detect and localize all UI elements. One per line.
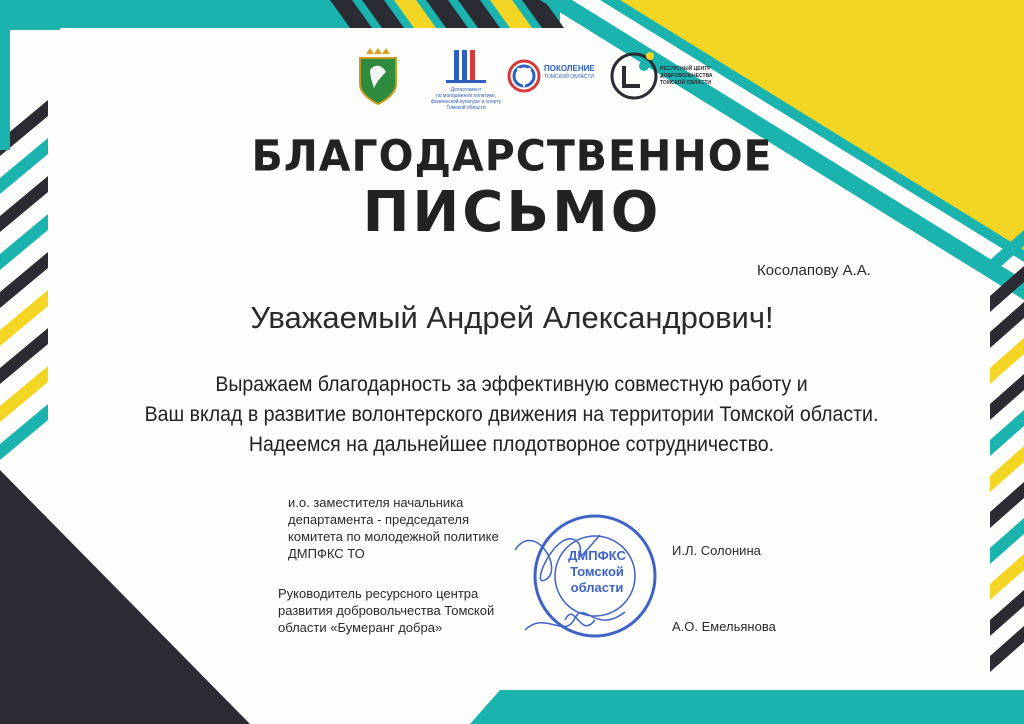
resource-center-caption-line: ТОМСКОЙ ОБЛАСТИ xyxy=(660,80,712,86)
tomsk-coat-of-arms-icon xyxy=(356,48,400,111)
signatory-position-line: развития добровольчества Томской xyxy=(278,603,495,618)
svg-text:физической культуре и спорту: физической культуре и спорту xyxy=(430,99,502,105)
greeting: Уважаемый Андрей Александрович! xyxy=(250,300,774,335)
addressee: Косолапову А.А. xyxy=(757,262,871,279)
logos-row xyxy=(348,46,728,114)
dark-corner xyxy=(0,470,250,724)
top-left-teal-corner xyxy=(0,0,60,30)
stamp-center-text xyxy=(567,548,627,596)
signatory2-position xyxy=(278,585,494,636)
signatory-position-line: комитета по молодежной политике xyxy=(288,529,499,544)
signatory1-name: И.Л. Солонина xyxy=(672,543,761,558)
stamp-center-line: Томской xyxy=(570,564,624,579)
department-logo-icon xyxy=(430,46,502,115)
signatory-position-line: области «Бумеранг добра» xyxy=(278,620,443,635)
resource-center-caption xyxy=(660,66,713,87)
document-title-line1: БЛАГОДАРСТВЕННОЕ xyxy=(251,130,773,182)
svg-text:Департамент: Департамент xyxy=(450,87,482,93)
pokolenie-logo-icon xyxy=(506,54,606,105)
bottom-teal-band xyxy=(470,690,1024,724)
signature-scribble-icon xyxy=(525,612,625,630)
letter-body-line: Выражаем благодарность за эффективную совместную работу и xyxy=(215,373,808,396)
letter-body xyxy=(0,370,1023,460)
signatory2-name: А.О. Емельянова xyxy=(672,619,776,634)
signatory-position-line: департамента - председателя xyxy=(288,512,470,527)
signatory-position-line: ДМПФКС ТО xyxy=(288,546,365,561)
resource-center-caption-line: РЕСУРСНЫЙ ЦЕНТР xyxy=(660,66,711,72)
official-stamp xyxy=(505,500,665,655)
resource-center-logo-icon xyxy=(610,50,713,107)
document-title-line2: ПИСЬМО xyxy=(362,180,662,245)
letter-body-line: Надеемся на дальнейшее плодотворное сотрудничество. xyxy=(248,433,775,456)
svg-text:Томской области: Томской области xyxy=(446,105,486,111)
stamp-center-line: области xyxy=(570,580,624,595)
letter-body-line: Ваш вклад в развитие волонтерского движения на территории Томской области. xyxy=(144,403,879,426)
signatory1-position xyxy=(288,494,499,562)
pokolenie-logo-title: ПОКОЛЕНИЕ xyxy=(544,64,595,73)
stamp-center-line: ДМПФКС xyxy=(568,548,626,563)
pokolenie-logo-subtitle: ТОМСКОЙ ОБЛАСТИ xyxy=(544,74,594,80)
signatory-position-line: и.о. заместителя начальника xyxy=(288,495,464,510)
resource-center-caption-line: ДОБРОВОЛЬЧЕСТВА xyxy=(660,73,713,79)
svg-text:по молодежной политике,: по молодежной политике, xyxy=(436,93,496,99)
signatory-position-line: Руководитель ресурсного центра xyxy=(278,586,479,601)
